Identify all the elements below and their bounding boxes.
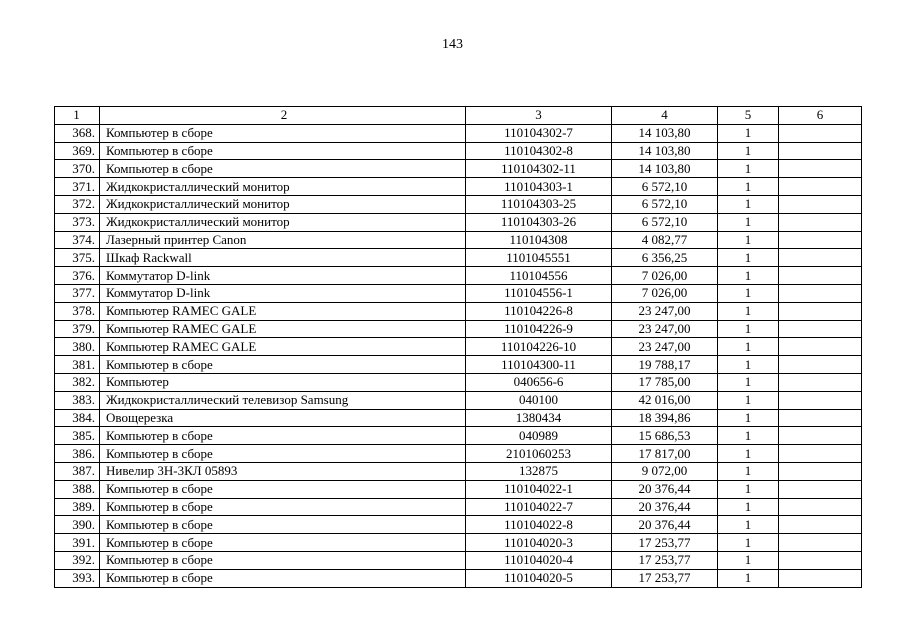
row-number-cell: 377. [55,284,100,302]
inventory-number-cell: 110104022-8 [466,516,612,534]
inventory-table [54,106,862,588]
item-note-cell [779,498,862,516]
row-number-cell: 390. [55,516,100,534]
row-number-cell: 373. [55,213,100,231]
item-quantity-cell: 1 [718,480,779,498]
inventory-number-cell: 2101060253 [466,445,612,463]
inventory-number-cell: 110104556-1 [466,284,612,302]
item-note-cell [779,124,862,142]
table-row [55,356,862,374]
inventory-number-cell: 040100 [466,391,612,409]
item-note-cell [779,231,862,249]
row-number-cell: 374. [55,231,100,249]
item-cost-cell: 6 572,10 [612,178,718,196]
row-number-cell: 382. [55,373,100,391]
table-row [55,302,862,320]
inventory-number-cell: 040989 [466,427,612,445]
item-cost-cell: 23 247,00 [612,302,718,320]
item-note-cell [779,445,862,463]
item-quantity-cell: 1 [718,391,779,409]
row-number-cell: 389. [55,498,100,516]
item-note-cell [779,391,862,409]
row-number-cell: 375. [55,249,100,267]
row-number-cell: 393. [55,569,100,587]
table-row [55,160,862,178]
item-quantity-cell: 1 [718,551,779,569]
item-quantity-cell: 1 [718,338,779,356]
row-number-cell: 387. [55,462,100,480]
inventory-number-cell: 132875 [466,462,612,480]
item-cost-cell: 20 376,44 [612,498,718,516]
item-name-cell: Компьютер [100,373,466,391]
item-name-cell: Жидкокристаллический монитор [100,213,466,231]
table-row [55,445,862,463]
row-number-cell: 368. [55,124,100,142]
item-quantity-cell: 1 [718,462,779,480]
item-note-cell [779,427,862,445]
row-number-cell: 383. [55,391,100,409]
row-number-cell: 391. [55,534,100,552]
item-name-cell: Компьютер в сборе [100,356,466,374]
item-quantity-cell: 1 [718,142,779,160]
item-name-cell: Коммутатор D-link [100,267,466,285]
item-quantity-cell: 1 [718,302,779,320]
item-note-cell [779,516,862,534]
item-name-cell: Лазерный принтер Canon [100,231,466,249]
item-quantity-cell: 1 [718,569,779,587]
item-quantity-cell: 1 [718,445,779,463]
row-number-cell: 384. [55,409,100,427]
item-name-cell: Компьютер RAMEC GALE [100,302,466,320]
item-cost-cell: 4 082,77 [612,231,718,249]
table-row [55,178,862,196]
item-quantity-cell: 1 [718,427,779,445]
item-name-cell: Нивелир 3Н-3КЛ 05893 [100,462,466,480]
item-quantity-cell: 1 [718,409,779,427]
table-row [55,462,862,480]
item-quantity-cell: 1 [718,124,779,142]
item-cost-cell: 42 016,00 [612,391,718,409]
item-name-cell: Компьютер в сборе [100,480,466,498]
row-number-cell: 371. [55,178,100,196]
inventory-number-cell: 110104022-1 [466,480,612,498]
table-header-row [55,107,862,125]
item-note-cell [779,373,862,391]
table-row [55,516,862,534]
item-cost-cell: 7 026,00 [612,284,718,302]
item-name-cell: Компьютер в сборе [100,124,466,142]
item-cost-cell: 17 253,77 [612,551,718,569]
row-number-cell: 379. [55,320,100,338]
item-note-cell [779,267,862,285]
item-cost-cell: 20 376,44 [612,516,718,534]
header-cell-6: 6 [779,107,862,125]
inventory-number-cell: 1101045551 [466,249,612,267]
item-name-cell: Овощерезка [100,409,466,427]
item-name-cell: Компьютер в сборе [100,160,466,178]
item-name-cell: Шкаф Rackwall [100,249,466,267]
item-name-cell: Компьютер в сборе [100,427,466,445]
item-cost-cell: 19 788,17 [612,356,718,374]
row-number-cell: 369. [55,142,100,160]
item-cost-cell: 14 103,80 [612,142,718,160]
item-quantity-cell: 1 [718,498,779,516]
inventory-number-cell: 110104308 [466,231,612,249]
inventory-number-cell: 040656-6 [466,373,612,391]
item-note-cell [779,249,862,267]
inventory-number-cell: 110104556 [466,267,612,285]
inventory-number-cell: 110104226-10 [466,338,612,356]
header-cell-3: 3 [466,107,612,125]
table-row [55,534,862,552]
table-row [55,409,862,427]
header-cell-5: 5 [718,107,779,125]
item-note-cell [779,142,862,160]
table-row [55,551,862,569]
table-row [55,267,862,285]
inventory-number-cell: 110104020-3 [466,534,612,552]
row-number-cell: 370. [55,160,100,178]
item-note-cell [779,338,862,356]
item-cost-cell: 14 103,80 [612,124,718,142]
table-row [55,569,862,587]
item-cost-cell: 6 356,25 [612,249,718,267]
inventory-number-cell: 110104303-25 [466,195,612,213]
item-name-cell: Коммутатор D-link [100,284,466,302]
table-row [55,498,862,516]
item-quantity-cell: 1 [718,267,779,285]
item-note-cell [779,462,862,480]
inventory-number-cell: 110104303-1 [466,178,612,196]
item-quantity-cell: 1 [718,231,779,249]
item-quantity-cell: 1 [718,516,779,534]
inventory-number-cell: 110104226-8 [466,302,612,320]
table-row [55,391,862,409]
table-row [55,195,862,213]
item-name-cell: Компьютер RAMEC GALE [100,338,466,356]
item-cost-cell: 6 572,10 [612,195,718,213]
item-cost-cell: 23 247,00 [612,338,718,356]
item-note-cell [779,551,862,569]
item-cost-cell: 23 247,00 [612,320,718,338]
item-cost-cell: 7 026,00 [612,267,718,285]
item-cost-cell: 17 817,00 [612,445,718,463]
item-note-cell [779,195,862,213]
item-quantity-cell: 1 [718,320,779,338]
inventory-number-cell: 110104226-9 [466,320,612,338]
inventory-number-cell: 110104300-11 [466,356,612,374]
table-row [55,284,862,302]
item-cost-cell: 17 253,77 [612,534,718,552]
item-note-cell [779,320,862,338]
table-row [55,249,862,267]
row-number-cell: 378. [55,302,100,320]
item-note-cell [779,302,862,320]
item-name-cell: Компьютер RAMEC GALE [100,320,466,338]
item-quantity-cell: 1 [718,178,779,196]
table-row [55,427,862,445]
item-note-cell [779,178,862,196]
item-name-cell: Компьютер в сборе [100,569,466,587]
item-note-cell [779,356,862,374]
inventory-number-cell: 110104302-7 [466,124,612,142]
item-name-cell: Компьютер в сборе [100,551,466,569]
header-cell-4: 4 [612,107,718,125]
item-cost-cell: 15 686,53 [612,427,718,445]
item-quantity-cell: 1 [718,534,779,552]
item-cost-cell: 17 253,77 [612,569,718,587]
item-quantity-cell: 1 [718,356,779,374]
item-name-cell: Компьютер в сборе [100,534,466,552]
item-note-cell [779,160,862,178]
inventory-number-cell: 110104020-4 [466,551,612,569]
header-cell-2: 2 [100,107,466,125]
item-cost-cell: 18 394,86 [612,409,718,427]
item-name-cell: Компьютер в сборе [100,445,466,463]
item-name-cell: Компьютер в сборе [100,498,466,516]
table-row [55,142,862,160]
page-number: 143 [442,37,463,52]
row-number-cell: 376. [55,267,100,285]
inventory-number-cell: 110104020-5 [466,569,612,587]
item-name-cell: Компьютер в сборе [100,516,466,534]
row-number-cell: 380. [55,338,100,356]
table-row [55,338,862,356]
item-quantity-cell: 1 [718,213,779,231]
item-note-cell [779,284,862,302]
inventory-number-cell: 110104022-7 [466,498,612,516]
item-name-cell: Жидкокристаллический монитор [100,195,466,213]
item-quantity-cell: 1 [718,373,779,391]
item-name-cell: Жидкокристаллический монитор [100,178,466,196]
row-number-cell: 372. [55,195,100,213]
table-row [55,124,862,142]
item-cost-cell: 14 103,80 [612,160,718,178]
item-name-cell: Жидкокристаллический телевизор Samsung [100,391,466,409]
item-quantity-cell: 1 [718,160,779,178]
item-cost-cell: 20 376,44 [612,480,718,498]
inventory-number-cell: 110104302-8 [466,142,612,160]
row-number-cell: 386. [55,445,100,463]
item-note-cell [779,409,862,427]
item-cost-cell: 17 785,00 [612,373,718,391]
item-quantity-cell: 1 [718,284,779,302]
inventory-number-cell: 110104303-26 [466,213,612,231]
table-row [55,480,862,498]
item-cost-cell: 9 072,00 [612,462,718,480]
item-note-cell [779,569,862,587]
item-note-cell [779,213,862,231]
item-note-cell [779,534,862,552]
item-name-cell: Компьютер в сборе [100,142,466,160]
table-row [55,320,862,338]
row-number-cell: 392. [55,551,100,569]
item-cost-cell: 6 572,10 [612,213,718,231]
inventory-number-cell: 1380434 [466,409,612,427]
item-note-cell [779,480,862,498]
row-number-cell: 385. [55,427,100,445]
item-quantity-cell: 1 [718,195,779,213]
item-quantity-cell: 1 [718,249,779,267]
row-number-cell: 381. [55,356,100,374]
table-row [55,231,862,249]
table-row [55,213,862,231]
row-number-cell: 388. [55,480,100,498]
table-row [55,373,862,391]
inventory-number-cell: 110104302-11 [466,160,612,178]
header-cell-1: 1 [55,107,100,125]
